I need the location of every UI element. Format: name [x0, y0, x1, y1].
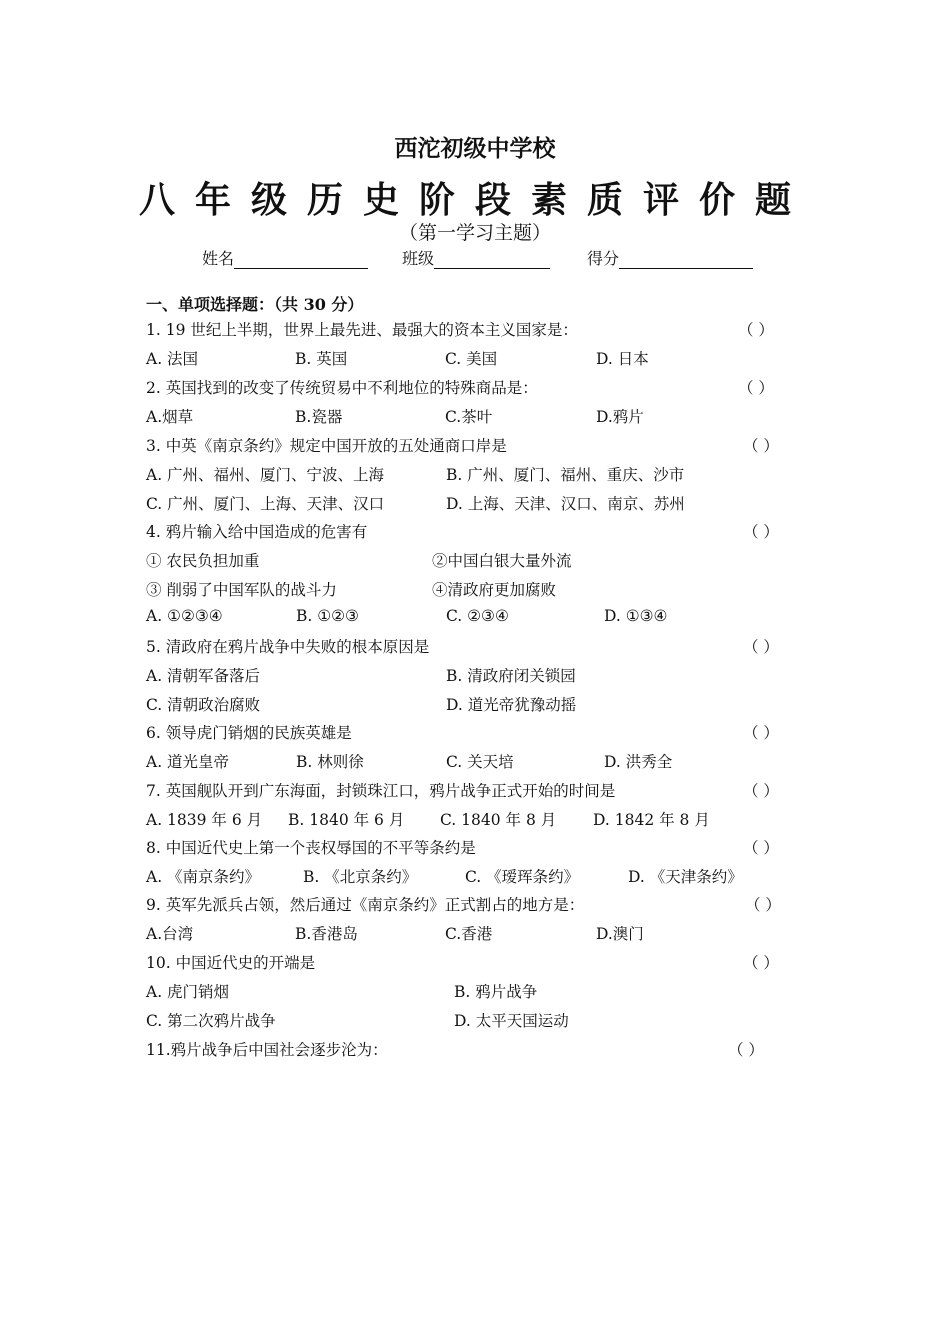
q3-option-a: A. 广州、福州、厦门、宁波、上海	[146, 466, 385, 484]
q4-statement-4: ④清政府更加腐败	[432, 581, 557, 599]
q9-option-c: C.香港	[445, 925, 493, 943]
q1-option-d: D. 日本	[596, 350, 649, 368]
q4-statement-3: ③ 削弱了中国军队的战斗力	[146, 581, 337, 599]
answer-blank-7[interactable]: （ ）	[743, 782, 779, 800]
q7-option-d: D. 1842 年 8 月	[593, 811, 710, 829]
name-blank[interactable]	[234, 252, 368, 269]
answer-blank-10[interactable]: （ ）	[743, 954, 779, 972]
q8-option-c: C. 《瑷珲条约》	[465, 868, 580, 886]
q4-option-a: A. ①②③④	[146, 607, 223, 625]
answer-blank-8[interactable]: （ ）	[743, 839, 779, 857]
q4-option-d: D. ①③④	[604, 607, 668, 625]
q9-option-d: D.澳门	[596, 925, 644, 943]
q8-option-d: D. 《天津条约》	[628, 868, 743, 886]
q5-option-a: A. 清朝军备落后	[146, 667, 261, 685]
q8-option-b: B. 《北京条约》	[303, 868, 418, 886]
q2-option-c: C.茶叶	[445, 408, 493, 426]
school-name: 西沱初级中学校	[394, 135, 556, 162]
score-blank[interactable]	[619, 252, 753, 269]
q7-option-b: B. 1840 年 6 月	[288, 811, 405, 829]
question-2: 2. 英国找到的改变了传统贸易中不利地位的特殊商品是：	[146, 379, 538, 397]
answer-blank-1[interactable]: （ ）	[738, 321, 774, 339]
answer-blank-11[interactable]: （ ）	[728, 1041, 764, 1059]
q10-option-c: C. 第二次鸦片战争	[146, 1012, 276, 1030]
q1-option-c: C. 美国	[445, 350, 498, 368]
exam-subtitle: （第一学习主题）	[398, 222, 551, 244]
question-5: 5. 清政府在鸦片战争中失败的根本原因是	[146, 638, 430, 656]
answer-blank-6[interactable]: （ ）	[743, 724, 779, 742]
q5-option-c: C. 清朝政治腐败	[146, 696, 261, 714]
q3-option-c: C. 广州、厦门、上海、天津、汉口	[146, 495, 385, 513]
section-title: 一、单项选择题：（共 30 分）	[146, 295, 364, 314]
q10-option-a: A. 虎门销烟	[146, 983, 230, 1001]
question-8: 8. 中国近代史上第一个丧权辱国的不平等条约是	[146, 839, 476, 857]
q5-option-b: B. 清政府闭关锁园	[446, 667, 576, 685]
question-10: 10. 中国近代史的开端是	[146, 954, 316, 972]
q8-option-a: A. 《南京条约》	[146, 868, 261, 886]
answer-blank-4[interactable]: （ ）	[743, 523, 779, 541]
answer-blank-5[interactable]: （ ）	[743, 638, 779, 656]
q6-option-a: A. 道光皇帝	[146, 753, 230, 771]
q2-option-a: A.烟草	[146, 408, 194, 426]
question-6: 6. 领导虎门销烟的民族英雄是	[146, 724, 352, 742]
name-field[interactable]	[202, 246, 368, 269]
answer-blank-3[interactable]: （ ）	[743, 437, 779, 455]
q3-option-d: D. 上海、天津、汉口、南京、苏州	[446, 495, 685, 513]
question-4: 4. 鸦片输入给中国造成的危害有	[146, 523, 368, 541]
q4-option-c: C. ②③④	[446, 607, 509, 625]
q7-option-a: A. 1839 年 6 月	[146, 811, 263, 829]
q1-option-a: A. 法国	[146, 350, 199, 368]
q5-option-d: D. 道光帝犹豫动摇	[446, 696, 577, 714]
q9-option-a: A.台湾	[146, 925, 194, 943]
question-11: 11.鸦片战争后中国社会逐步沦为：	[146, 1041, 388, 1059]
q1-option-b: B. 英国	[295, 350, 348, 368]
q2-option-d: D.鸦片	[596, 408, 644, 426]
answer-blank-9[interactable]: （ ）	[745, 896, 781, 914]
q4-statement-1: ① 农民负担加重	[146, 552, 260, 570]
q10-option-b: B. 鸦片战争	[454, 983, 538, 1001]
question-7: 7. 英国舰队开到广东海面，封锁珠江口，鸦片战争正式开始的时间是	[146, 782, 616, 800]
score-field[interactable]	[587, 246, 753, 269]
q10-option-d: D. 太平天国运动	[454, 1012, 569, 1030]
name-label: 姓名	[202, 249, 235, 268]
q4-statement-2: ②中国白银大量外流	[432, 552, 572, 570]
score-label: 得分	[587, 249, 620, 268]
q6-option-c: C. 关天培	[446, 753, 514, 771]
q6-option-d: D. 洪秀全	[604, 753, 673, 771]
class-label: 班级	[402, 249, 435, 268]
q2-option-b: B.瓷器	[295, 408, 343, 426]
q3-option-b: B. 广州、厦门、福州、重庆、沙市	[446, 466, 685, 484]
answer-blank-2[interactable]: （ ）	[738, 379, 774, 397]
class-field[interactable]	[402, 246, 550, 269]
q4-option-b: B. ①②③	[296, 607, 359, 625]
question-1: 1. 19 世纪上半期，世界上最先进、最强大的资本主义国家是：	[146, 321, 578, 339]
question-9: 9. 英军先派兵占领，然后通过《南京条约》正式割占的地方是：	[146, 896, 585, 914]
q6-option-b: B. 林则徐	[296, 753, 364, 771]
class-blank[interactable]	[434, 252, 550, 269]
question-3: 3. 中英《南京条约》规定中国开放的五处通商口岸是	[146, 437, 507, 455]
q7-option-c: C. 1840 年 8 月	[440, 811, 557, 829]
q9-option-b: B.香港岛	[295, 925, 358, 943]
exam-title: 八年级历史阶段素质评价题	[138, 179, 811, 221]
